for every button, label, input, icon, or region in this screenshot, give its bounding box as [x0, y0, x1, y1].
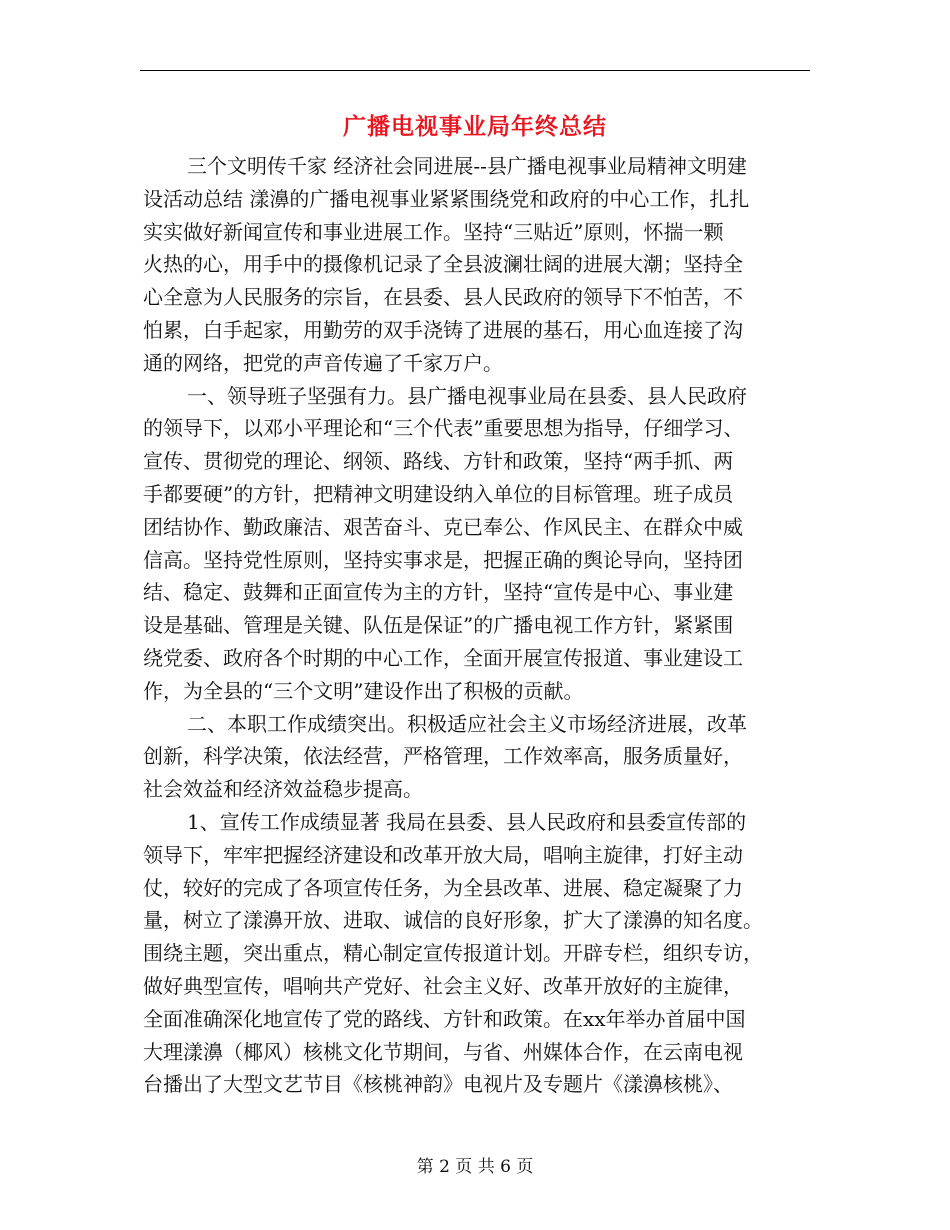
paragraph-line: 实实做好新闻宣传和事业进展工作。坚持“三贴近”原则，怀揣一颗: [143, 219, 724, 244]
paragraph-line: 仗，较好的完成了各项宣传任务，为全县改革、进展、稳定凝聚了力: [143, 875, 743, 900]
paragraph-line: 火热的心，用手中的摄像机记录了全县波澜壮阔的进展大潮；坚持全: [143, 252, 743, 277]
header-rule: [140, 70, 810, 71]
paragraph-line: 作，为全县的“三个文明”建设作出了积极的贡献。: [143, 678, 584, 703]
page-number-footer: 第 2 页 共 6 页: [416, 1157, 534, 1177]
paragraph-line: 三个文明传千家 经济社会同进展--县广播电视事业局精神文明建: [187, 154, 747, 178]
paragraph-line: 领导下，牢牢把握经济建设和改革开放大局，唱响主旋律，打好主动: [143, 842, 743, 867]
paragraph-line: 设是基础、管理是关键、队伍是保证”的广播电视工作方针，紧紧围: [143, 613, 734, 638]
paragraph-line: 全面准确深化地宣传了党的路线、方针和政策。在xx年举办首届中国: [143, 1006, 746, 1031]
paragraph-line: 设活动总结 漾濞的广播电视事业紧紧围绕党和政府的中心工作，扎扎: [143, 186, 750, 211]
paragraph-line: 信高。坚持党性原则，坚持实事求是，把握正确的舆论导向，坚持团: [143, 547, 743, 572]
paragraph-line: 通的网络，把党的声音传遍了千家万户。: [143, 350, 503, 375]
paragraph-line: 二、本职工作成绩突出。积极适应社会主义市场经济进展，改革: [187, 711, 747, 736]
document-body: [143, 150, 808, 1101]
paragraph-line: 的领导下，以邓小平理论和“三个代表”重要思想为指导，仔细学习、: [143, 416, 744, 441]
paragraph-line: 创新，科学决策，依法经营，严格管理，工作效率高，服务质量好，: [143, 744, 743, 769]
paragraph-line: 量，树立了漾濞开放、进取、诚信的良好形象，扩大了漾濞的知名度。: [143, 908, 763, 933]
paragraph-line: 怕累，白手起家，用勤劳的双手浇铸了进展的基石，用心血连接了沟: [143, 317, 743, 342]
paragraph-line: 1、宣传工作成绩显著 我局在县委、县人民政府和县委宣传部的: [187, 809, 747, 834]
paragraph-line: 宣传、贯彻党的理论、纲领、路线、方针和政策，坚持“两手抓、两: [143, 449, 734, 474]
paragraph-line: 大理漾濞（椰风）核桃文化节期间，与省、州媒体合作，在云南电视: [143, 1039, 743, 1064]
document-title: 广播电视事业局年终总结: [343, 113, 607, 140]
paragraph-line: 做好典型宣传，唱响共产党好、社会主义好、改革开放好的主旋律，: [143, 973, 743, 998]
paragraph-line: 社会效益和经济效益稳步提高。: [143, 777, 423, 802]
paragraph-line: 一、领导班子坚强有力。县广播电视事业局在县委、县人民政府: [187, 383, 747, 408]
paragraph-line: 心全意为人民服务的宗旨，在县委、县人民政府的领导下不怕苦，不: [143, 285, 743, 310]
paragraph-line: 手都要硬”的方针，把精神文明建设纳入单位的目标管理。班子成员: [143, 481, 734, 506]
paragraph-line: 台播出了大型文艺节目《核桃神韵》电视片及专题片《漾濞核桃》、: [143, 1072, 733, 1097]
paragraph-line: 绕党委、政府各个时期的中心工作，全面开展宣传报道、事业建设工: [143, 645, 743, 670]
paragraph-line: 围绕主题，突出重点，精心制定宣传报道计划。开辟专栏，组织专访，: [143, 941, 763, 966]
paragraph-line: 结、稳定、鼓舞和正面宣传为主的方针，坚持“宣传是中心、事业建: [143, 580, 734, 605]
paragraph-line: 团结协作、勤政廉洁、艰苦奋斗、克已奉公、作风民主、在群众中威: [143, 514, 743, 539]
